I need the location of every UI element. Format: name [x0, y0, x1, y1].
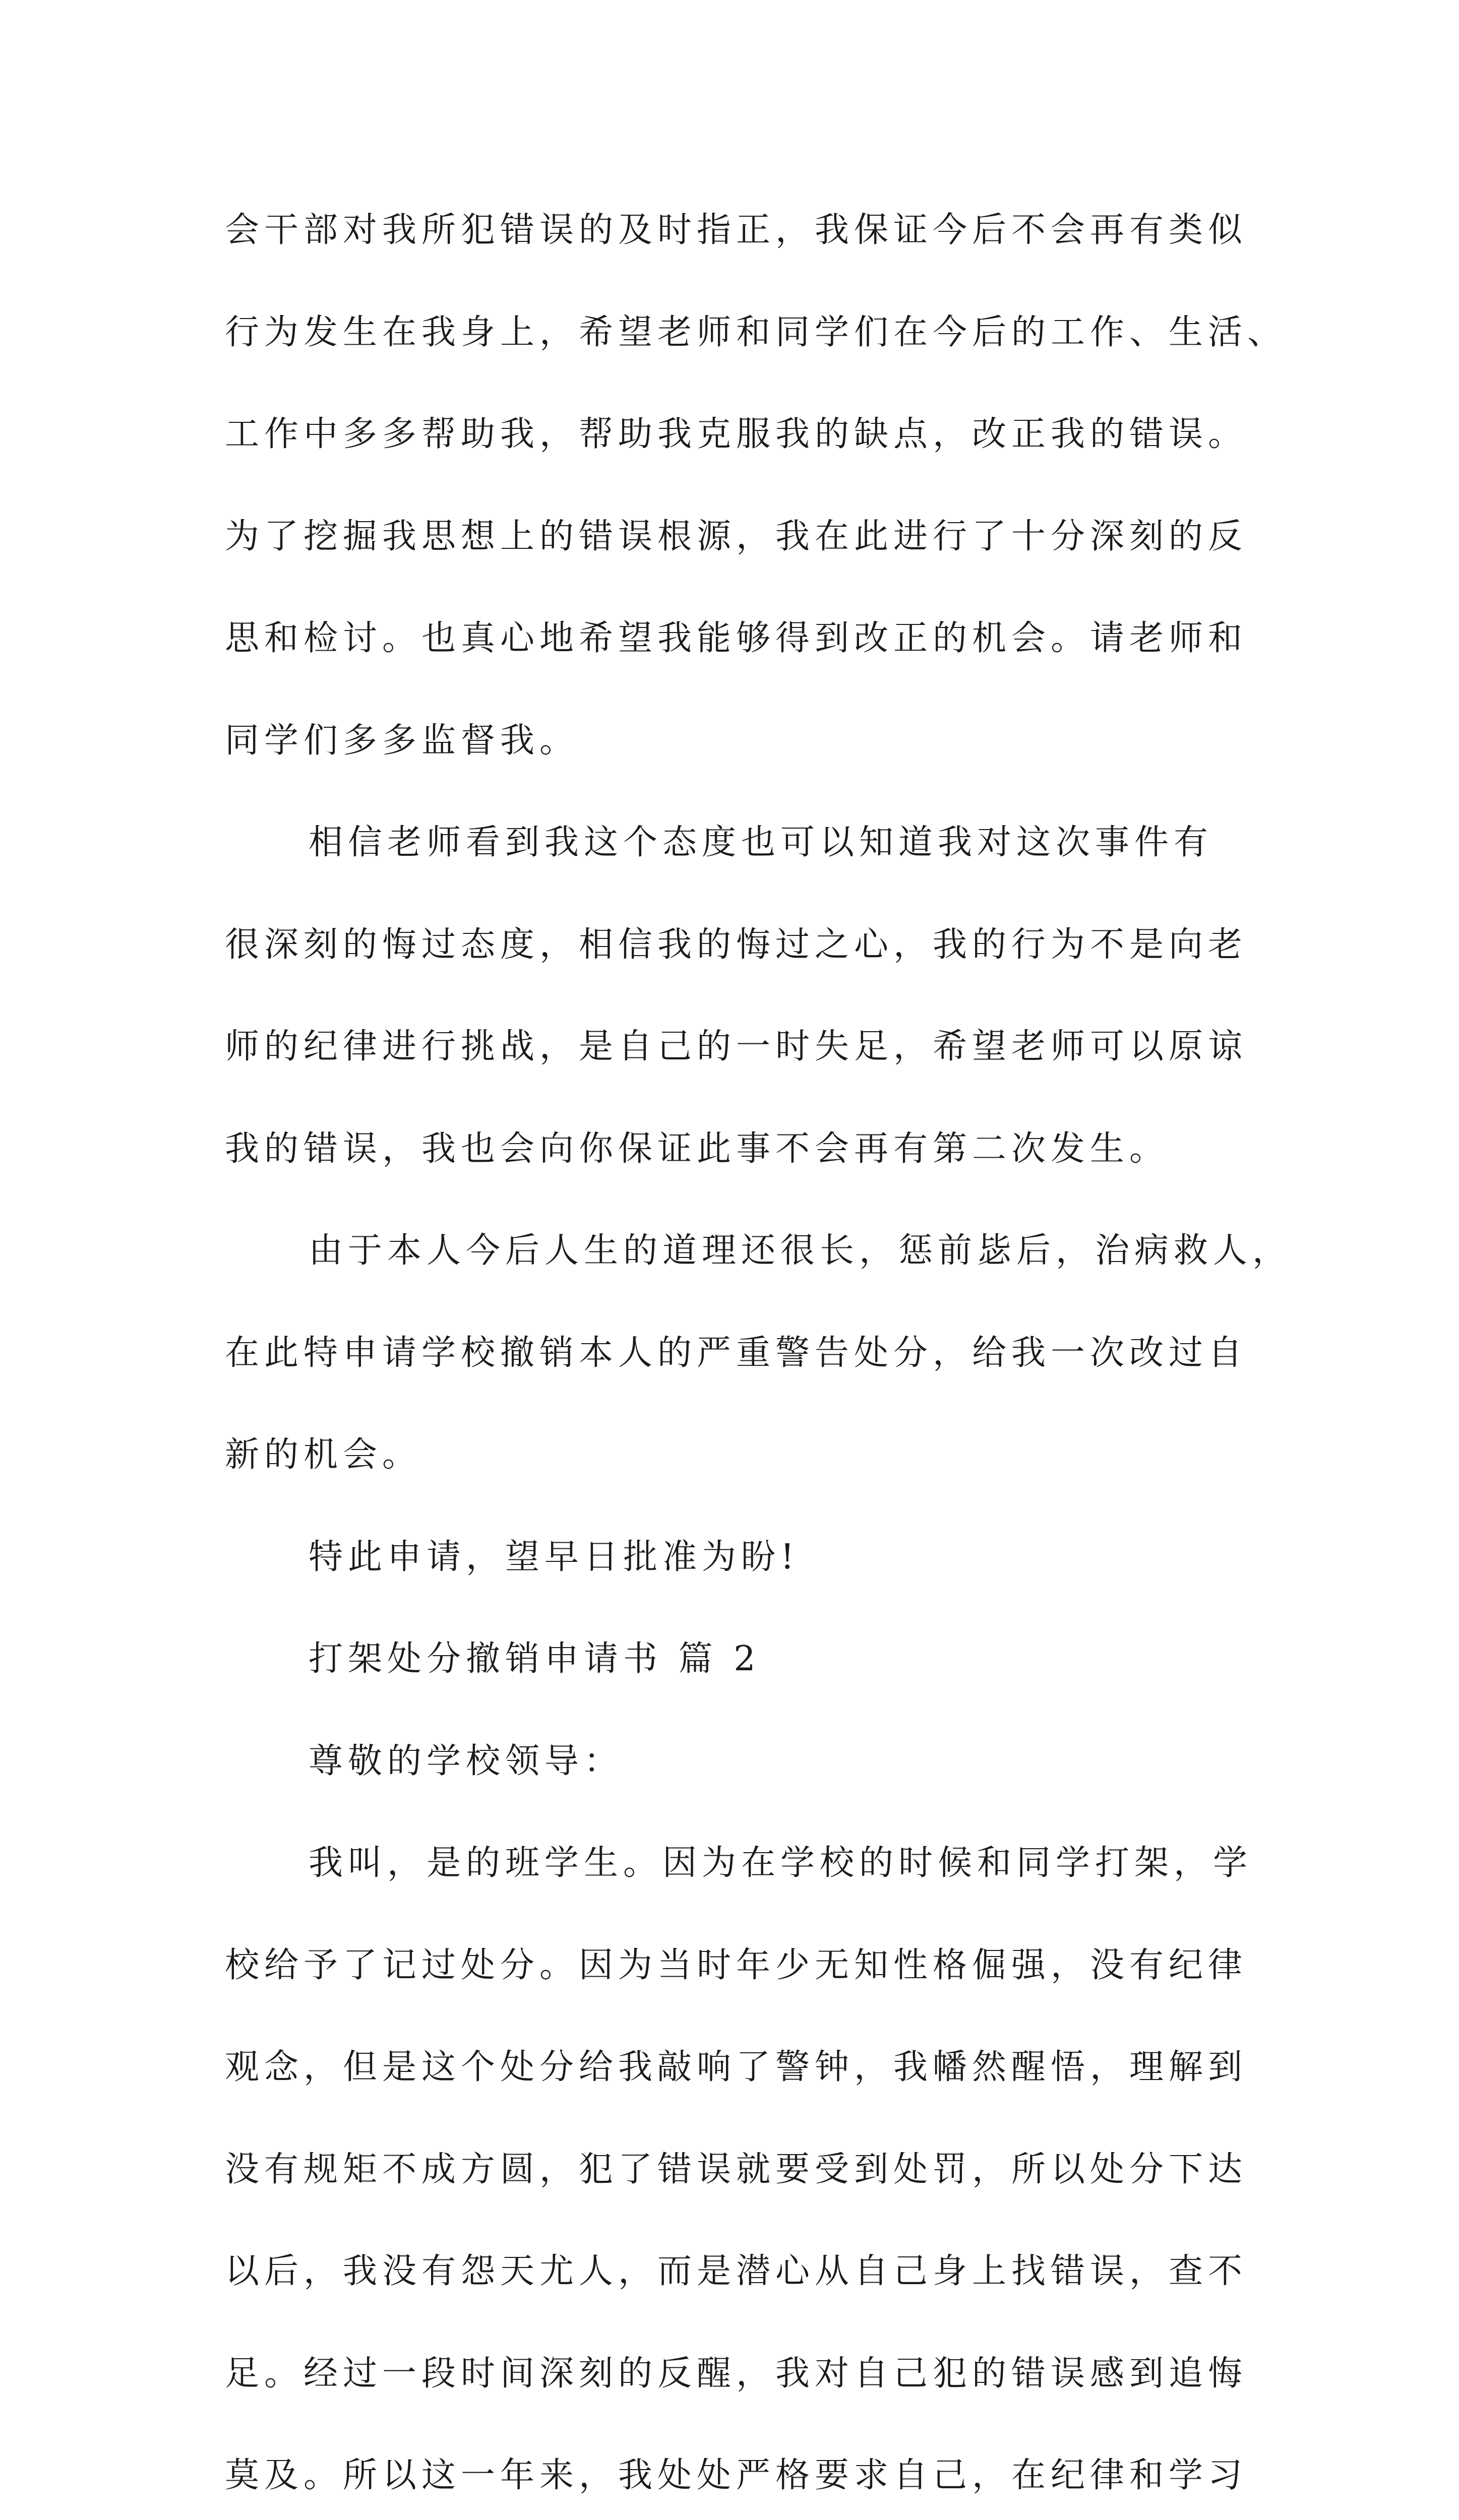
text-line-23: 莫及。所以这一年来，我处处严格要求自己，在纪律和学习 [225, 2455, 1248, 2495]
text-line-20: 没有规矩不成方圆，犯了错误就要受到处罚，所以处分下达 [225, 2149, 1248, 2189]
text-line-21: 以后，我没有怨天尤人，而是潜心从自己身上找错误，查不 [225, 2251, 1248, 2291]
text-line-4: 为了挖掘我思想上的错误根源，我在此进行了十分深刻的反 [225, 516, 1248, 556]
text-line-14: 特此申请，望早日批准为盼! [309, 1537, 800, 1577]
text-line-2: 行为发生在我身上，希望老师和同学们在今后的工作、生活、 [225, 312, 1287, 352]
text-line-17: 我叫，是的班学生。因为在学校的时候和同学打架，学 [309, 1843, 1253, 1883]
text-line-8: 很深刻的悔过态度，相信我的悔过之心，我的行为不是向老 [225, 924, 1248, 965]
text-line-7: 相信老师看到我这个态度也可以知道我对这次事件有 [309, 823, 1213, 862]
text-line-1: 会干部对我所犯错误的及时指正，我保证今后不会再有类似 [225, 210, 1248, 250]
text-line-18: 校给予了记过处分。因为当时年少无知性格倔强，没有纪律 [225, 1945, 1248, 1985]
text-line-13: 新的机会。 [225, 1435, 422, 1475]
document-body [225, 179, 1292, 2520]
text-line-22: 足。经过一段时间深刻的反醒，我对自己犯的错误感到追悔 [225, 2353, 1248, 2393]
text-line-11: 由于本人今后人生的道理还很长，惩前毖后，治病救人， [309, 1231, 1292, 1271]
text-line-5: 思和检讨。也真心地希望我能够得到改正的机会。请老师和 [225, 618, 1248, 658]
text-line-6: 同学们多多监督我。 [225, 720, 579, 761]
text-line-10: 我的错误，我也会向你保证此事不会再有第二次发生。 [225, 1128, 1169, 1169]
text-line-19: 观念，但是这个处分给我敲响了警钟，我幡然醒悟，理解到 [225, 2047, 1248, 2087]
text-line-12: 在此特申请学校撤销本人的严重警告处分，给我一次改过自 [225, 1333, 1248, 1373]
section-heading: 打架处分撤销申请书 篇 2 [309, 1639, 761, 1679]
text-line-9: 师的纪律进行挑战，是自己的一时失足，希望老师可以原谅 [225, 1027, 1248, 1066]
text-line-3: 工作中多多帮助我，帮助我克服我的缺点，改正我的错误。 [225, 414, 1248, 454]
salutation: 尊敬的学校领导： [309, 1741, 624, 1781]
